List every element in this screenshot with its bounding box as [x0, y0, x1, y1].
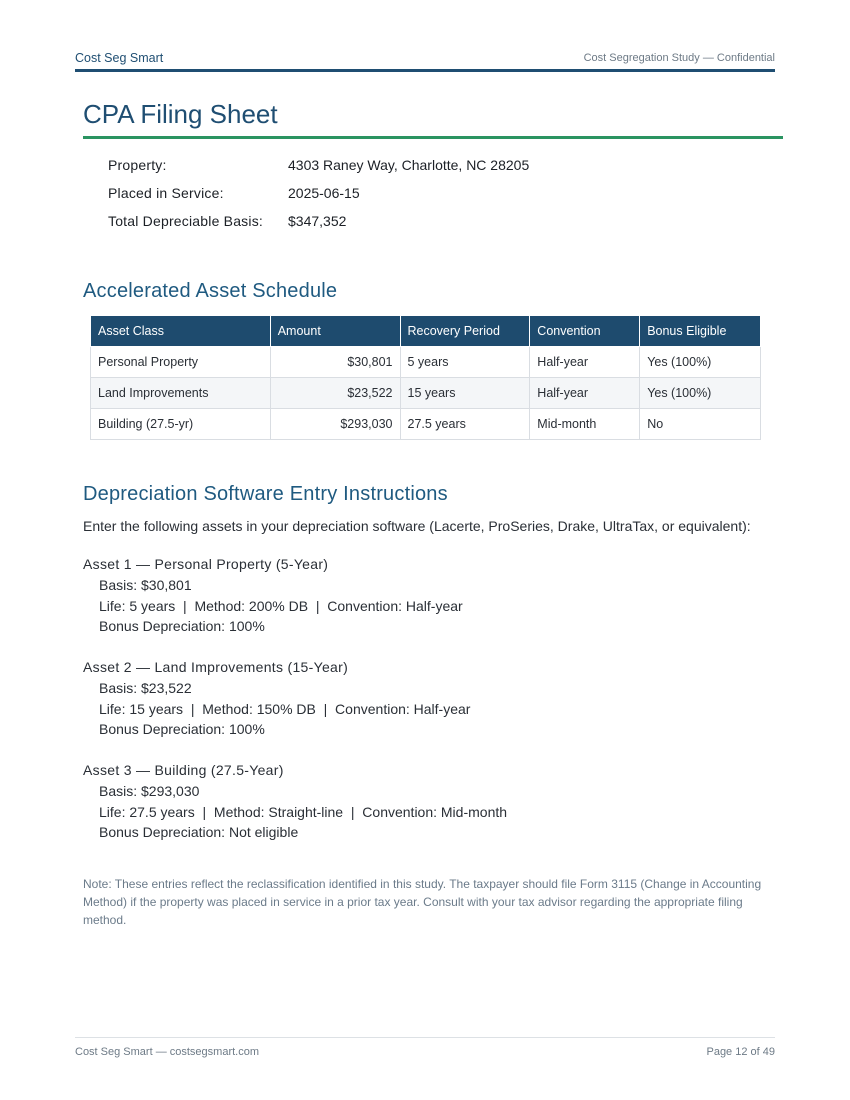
schedule-title: Accelerated Asset Schedule: [83, 280, 338, 302]
column-header: Amount: [270, 316, 400, 347]
column-header: Asset Class: [91, 316, 271, 347]
property-label: Property:: [108, 157, 167, 173]
property-summary: [108, 157, 529, 241]
table-cell: $23,522: [270, 378, 400, 409]
table-cell: 15 years: [400, 378, 530, 409]
asset-heading: Asset 2 — Land Improvements (15-Year): [83, 659, 349, 675]
column-header: Convention: [530, 316, 640, 347]
asset-bonus: Bonus Depreciation: Not eligible: [99, 824, 299, 840]
table-cell: 27.5 years: [400, 409, 530, 440]
table-cell: Personal Property: [91, 347, 271, 378]
property-row: [108, 157, 529, 185]
table-cell: Mid-month: [530, 409, 640, 440]
asset-bonus: Bonus Depreciation: 100%: [99, 721, 265, 737]
instructions-title: Depreciation Software Entry Instructions: [83, 483, 448, 505]
column-header: Bonus Eligible: [640, 316, 761, 347]
table-cell: No: [640, 409, 761, 440]
property-value: 4303 Raney Way, Charlotte, NC 28205: [288, 157, 530, 173]
placed-in-service-row: [108, 185, 529, 213]
asset-schedule-table: [90, 315, 761, 440]
table-cell: Yes (100%): [640, 378, 761, 409]
filing-note: Note: These entries reflect the reclassification identified in this study. The taxpayer should file Form 3115 (Change in Accounting Method) if the property was placed in service in a prior tax year. Consult with your tax advisor regarding the appropriate filing method.: [83, 877, 762, 927]
table-header-row: [91, 316, 761, 347]
asset-bonus: Bonus Depreciation: 100%: [99, 618, 265, 634]
table-cell: $30,801: [270, 347, 400, 378]
table-cell: Land Improvements: [91, 378, 271, 409]
depreciable-basis-row: [108, 213, 529, 241]
asset-entry-3: [83, 760, 507, 843]
table-cell: Building (27.5-yr): [91, 409, 271, 440]
asset-life: Life: 5 years | Method: 200% DB | Convention: Half-year: [99, 597, 463, 614]
asset-basis: Basis: $293,030: [99, 783, 200, 799]
header-subtitle: Cost Segregation Study — Confidential: [583, 52, 775, 64]
asset-entry-1: [83, 554, 463, 637]
table-cell: $293,030: [270, 409, 400, 440]
page-header: [75, 51, 775, 72]
title-divider: [83, 136, 783, 139]
table-cell: Yes (100%): [640, 347, 761, 378]
asset-entry-2: [83, 657, 470, 740]
table-cell: 5 years: [400, 347, 530, 378]
page-title: CPA Filing Sheet: [83, 99, 278, 129]
table-cell: Half-year: [530, 378, 640, 409]
asset-heading: Asset 3 — Building (27.5-Year): [83, 762, 284, 778]
depreciable-basis-value: $347,352: [288, 213, 347, 229]
brand-name: Cost Seg Smart: [75, 51, 164, 65]
table-row: [91, 347, 761, 378]
table-cell: Half-year: [530, 347, 640, 378]
placed-in-service-label: Placed in Service:: [108, 185, 224, 201]
footer-brand: Cost Seg Smart — costsegsmart.com: [75, 1046, 259, 1058]
asset-heading: Asset 1 — Personal Property (5-Year): [83, 556, 329, 572]
table-row: [91, 409, 761, 440]
depreciable-basis-label: Total Depreciable Basis:: [108, 213, 263, 229]
placed-in-service-value: 2025-06-15: [288, 185, 360, 201]
asset-life: Life: 27.5 years | Method: Straight-line | Convention: Mid-month: [99, 803, 508, 820]
asset-basis: Basis: $30,801: [99, 577, 192, 593]
asset-basis: Basis: $23,522: [99, 680, 192, 696]
page-footer: [75, 1037, 775, 1058]
column-header: Recovery Period: [400, 316, 530, 347]
asset-life: Life: 15 years | Method: 150% DB | Convention: Half-year: [99, 700, 471, 717]
table-row: [91, 378, 761, 409]
instructions-intro: Enter the following assets in your depreciation software (Lacerte, ProSeries, Drake, UltraTax, or equivalent):: [83, 518, 751, 534]
page-number: Page 12 of 49: [706, 1046, 775, 1058]
